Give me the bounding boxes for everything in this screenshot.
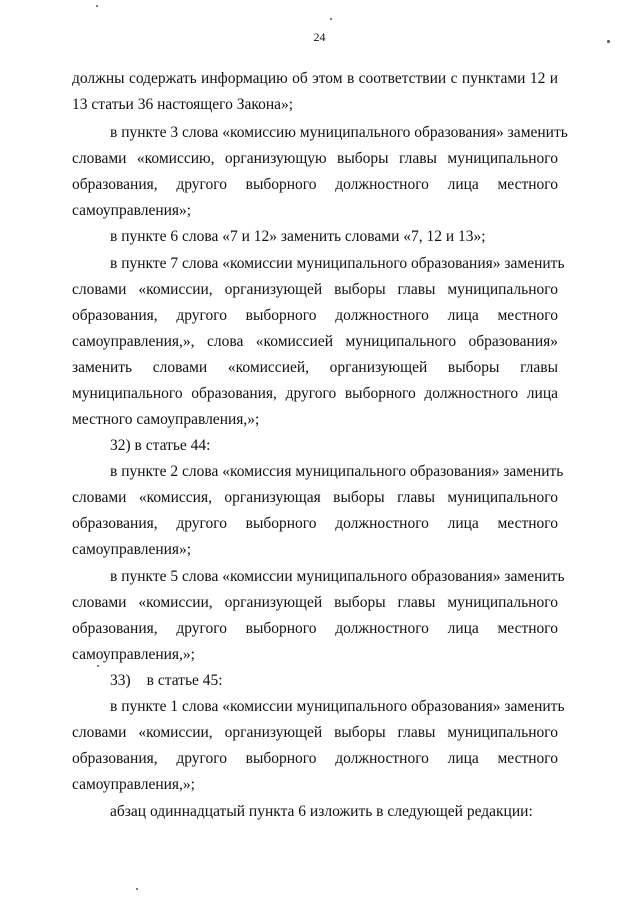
list-item-number: 33) — [110, 672, 131, 689]
paragraph-line: словами «комиссию, организующую выборы главы муниципального — [72, 150, 558, 167]
scan-speck — [136, 888, 138, 890]
list-item-text: в статье 45: — [146, 672, 223, 689]
paragraph-line: 13 статьи 36 настоящего Закона»; — [72, 96, 294, 113]
paragraph-line: в пункте 2 слова «комиссия муниципального образования» заменить — [110, 463, 564, 480]
paragraph-line: в пункте 6 слова «7 и 12» заменить словами «7, 12 и 13»; — [110, 228, 486, 245]
list-item-heading: 32) в статье 44: — [110, 437, 211, 454]
paragraph-line: словами «комиссия, организующая выборы главы муниципального — [72, 489, 558, 506]
scan-speck — [607, 40, 610, 43]
paragraph-line: словами «комиссии, организующей выборы главы муниципального — [72, 594, 558, 611]
paragraph-line: в пункте 7 слова «комиссии муниципального образования» заменить — [110, 255, 565, 272]
list-item-heading — [110, 672, 558, 690]
paragraph-line: должны содержать информацию об этом в соответствии с пунктами 12 и — [72, 70, 558, 87]
paragraph-line: образования, другого выборного должностного лица местного — [72, 620, 558, 637]
paragraph-line: самоуправления,», слова «комиссией муниципального образования» — [72, 333, 558, 350]
paragraph-line: в пункте 1 слова «комиссии муниципального образования» заменить — [110, 698, 565, 715]
scan-speck — [330, 18, 332, 20]
paragraph-line: самоуправления»; — [72, 541, 192, 558]
paragraph-line: самоуправления,»; — [72, 776, 195, 793]
paragraph-line: словами «комиссии, организующей выборы главы муниципального — [72, 281, 558, 298]
scan-speck — [96, 5, 98, 7]
paragraph-line: в пункте 3 слова «комиссию муниципального образования» заменить — [110, 124, 568, 141]
paragraph-line: муниципального образования, другого выборного должностного лица — [72, 385, 558, 402]
paragraph-line: в пункте 5 слова «комиссии муниципального образования» заменить — [110, 568, 565, 585]
paragraph-line: самоуправления,»; — [72, 646, 195, 663]
paragraph-line: образования, другого выборного должностного лица местного — [72, 515, 558, 532]
paragraph-line: образования, другого выборного должностного лица местного — [72, 750, 558, 767]
page-number: 24 — [313, 30, 326, 44]
paragraph-line: местного самоуправления,»; — [72, 411, 260, 428]
paragraph-line: абзац одиннадцатый пункта 6 изложить в следующей редакции: — [110, 803, 533, 820]
paragraph-line: самоуправления»; — [72, 202, 192, 219]
scan-speck — [97, 665, 99, 667]
paragraph-line: словами «комиссии, организующей выборы главы муниципального — [72, 724, 558, 741]
paragraph-line: заменить словами «комиссией, организующей выборы главы — [72, 359, 558, 376]
paragraph-line: образования, другого выборного должностного лица местного — [72, 307, 558, 324]
paragraph-line: образования, другого выборного должностного лица местного — [72, 176, 558, 193]
